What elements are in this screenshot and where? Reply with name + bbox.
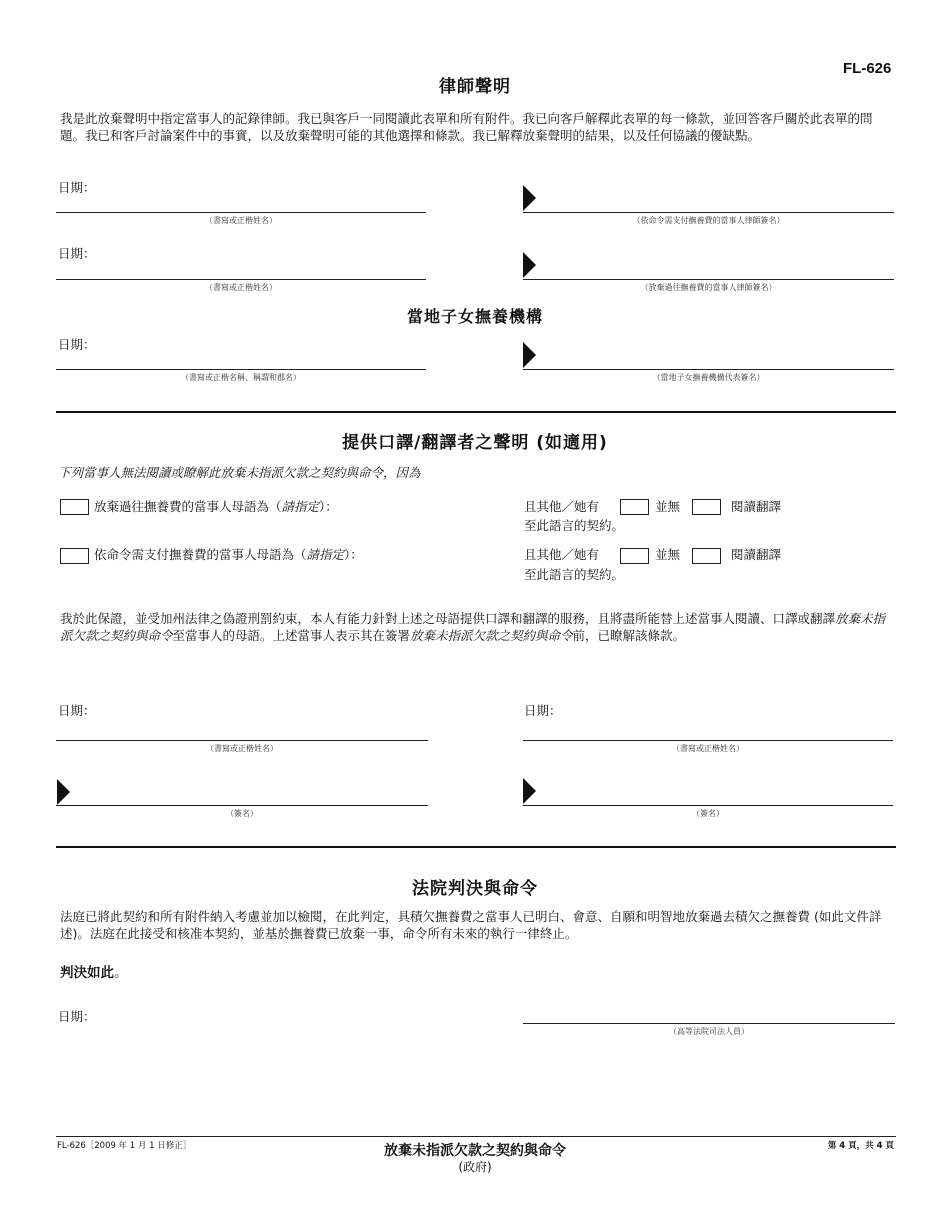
revision-date: FL-626［2009 年 1 月 1 日修正］	[57, 1141, 192, 1151]
judicial-officer-signature-line[interactable]	[523, 1023, 895, 1024]
section-divider	[56, 846, 896, 848]
name-line[interactable]	[56, 212, 426, 213]
waiving-party-language-label: 放棄過往撫養費的當事人母語為（請指定）：	[94, 499, 338, 514]
sign-here-arrow-icon	[523, 185, 536, 211]
sign-here-arrow-icon	[523, 778, 536, 804]
so-ordered: 判決如此。	[60, 965, 128, 981]
signature-caption: （放棄過往撫養費的當事人律師簽名）	[640, 283, 777, 292]
sign-here-arrow-icon	[57, 779, 70, 805]
footer-rule	[56, 1136, 896, 1137]
has-checkbox[interactable]	[620, 499, 649, 515]
has-label: 且其他／她有	[524, 499, 600, 514]
signature-caption: （簽名）	[692, 809, 724, 818]
form-number: FL-626	[843, 60, 892, 77]
not-checkbox[interactable]	[692, 499, 721, 515]
date-label: 日期：	[58, 337, 96, 352]
agency-signature-line[interactable]	[523, 369, 894, 370]
date-label: 日期：	[58, 246, 96, 261]
sign-here-arrow-icon	[523, 342, 536, 368]
not-checkbox[interactable]	[692, 548, 721, 564]
interpreter-signature-line[interactable]	[523, 805, 893, 806]
paying-party-language-label: 依命令需支付撫養費的當事人母語為（請指定）：	[94, 547, 363, 562]
has-checkbox[interactable]	[620, 548, 649, 564]
interpreter-heading: 提供口譯/翻譯者之聲明 (如適用)	[342, 433, 608, 453]
contract-language-label: 至此語言的契約。	[524, 518, 625, 533]
agency-name-line[interactable]	[56, 369, 426, 370]
has-label: 且其他／她有	[524, 547, 600, 562]
interpreter-intro: 下列當事人無法閱讀或瞭解此放棄未指派欠款之契約與命令，因為	[58, 465, 421, 480]
date-label: 日期：	[524, 703, 562, 718]
attorney-heading: 律師聲明	[439, 77, 511, 97]
paying-party-checkbox[interactable]	[60, 548, 89, 564]
interpreter-name-line[interactable]	[523, 740, 893, 741]
name-caption: （書寫或正楷姓名）	[205, 283, 277, 292]
agency-name-caption: （書寫或正楷名稱、稱謂和郡名）	[181, 373, 301, 382]
name-caption: （書寫或正楷姓名）	[205, 216, 277, 225]
signature-line[interactable]	[523, 279, 894, 280]
attorney-statement: 我是此放棄聲明中指定當事人的記錄律師。我已與客戶一同閱讀此表單和所有附件。我已向客戶解釋此表單的每一條款，並回答客戶關於此表單的問題。我已和客戶討論案件中的事實，以及放棄聲明可能的其他選擇和條款。我已解釋放棄聲明的結果，以及任何協議的優缺點。	[60, 111, 873, 143]
date-label: 日期：	[58, 1009, 96, 1024]
date-label: 日期：	[58, 180, 96, 195]
court-heading: 法院判決與命令	[412, 879, 538, 899]
interpreter-certification: 我於此保證，並受加州法律之偽證刑罰約束，本人有能力針對上述之母語提供口譯和翻譯的服務，且將盡所能替上述當事人閱讀、口譯或翻譯放棄未指派欠款之契約與命令至當事人的母語。上述當事人表示其在簽署放棄未指派欠款之契約與命令前，已瞭解該條款。	[60, 611, 886, 643]
interpreter-signature-line[interactable]	[56, 805, 428, 806]
name-caption: （書寫或正楷姓名）	[206, 744, 278, 753]
not-label: 並無	[655, 547, 681, 562]
read-translation-label: 閱讀翻譯	[731, 499, 782, 514]
judicial-officer-caption: （高等法院司法人員）	[669, 1027, 749, 1036]
waiving-party-checkbox[interactable]	[60, 499, 89, 515]
contract-language-label: 至此語言的契約。	[524, 567, 625, 582]
footer-subtitle: (政府)	[458, 1160, 492, 1174]
court-order-text: 法庭已將此契約和所有附件納入考慮並加以檢閱，在此判定，具積欠撫養費之當事人已明白、會意、自願和明智地放棄過去積欠之撫養費 (如此文件詳述)。法庭在此接受和核准本契約，並基於撫養費已放棄一事，命令所有未來的執行一律終止。	[60, 909, 882, 941]
name-line[interactable]	[56, 279, 426, 280]
signature-caption: （依命令需支付撫養費的當事人律師簽名）	[632, 216, 785, 225]
agency-signature-caption: （當地子女撫養機構代表簽名）	[652, 373, 765, 382]
interpreter-name-line[interactable]	[56, 740, 428, 741]
agency-heading: 當地子女撫養機構	[406, 307, 543, 326]
footer-title: 放棄未指派欠款之契約與命令	[384, 1143, 566, 1159]
signature-caption: （簽名）	[226, 809, 258, 818]
sign-here-arrow-icon	[523, 252, 536, 278]
read-translation-label: 閱讀翻譯	[731, 547, 782, 562]
not-label: 並無	[655, 499, 681, 514]
section-divider	[56, 411, 896, 413]
page-number: 第 4 頁，共 4 頁	[827, 1141, 894, 1151]
signature-line[interactable]	[523, 212, 894, 213]
date-label: 日期：	[58, 703, 96, 718]
name-caption: （書寫或正楷姓名）	[672, 744, 744, 753]
